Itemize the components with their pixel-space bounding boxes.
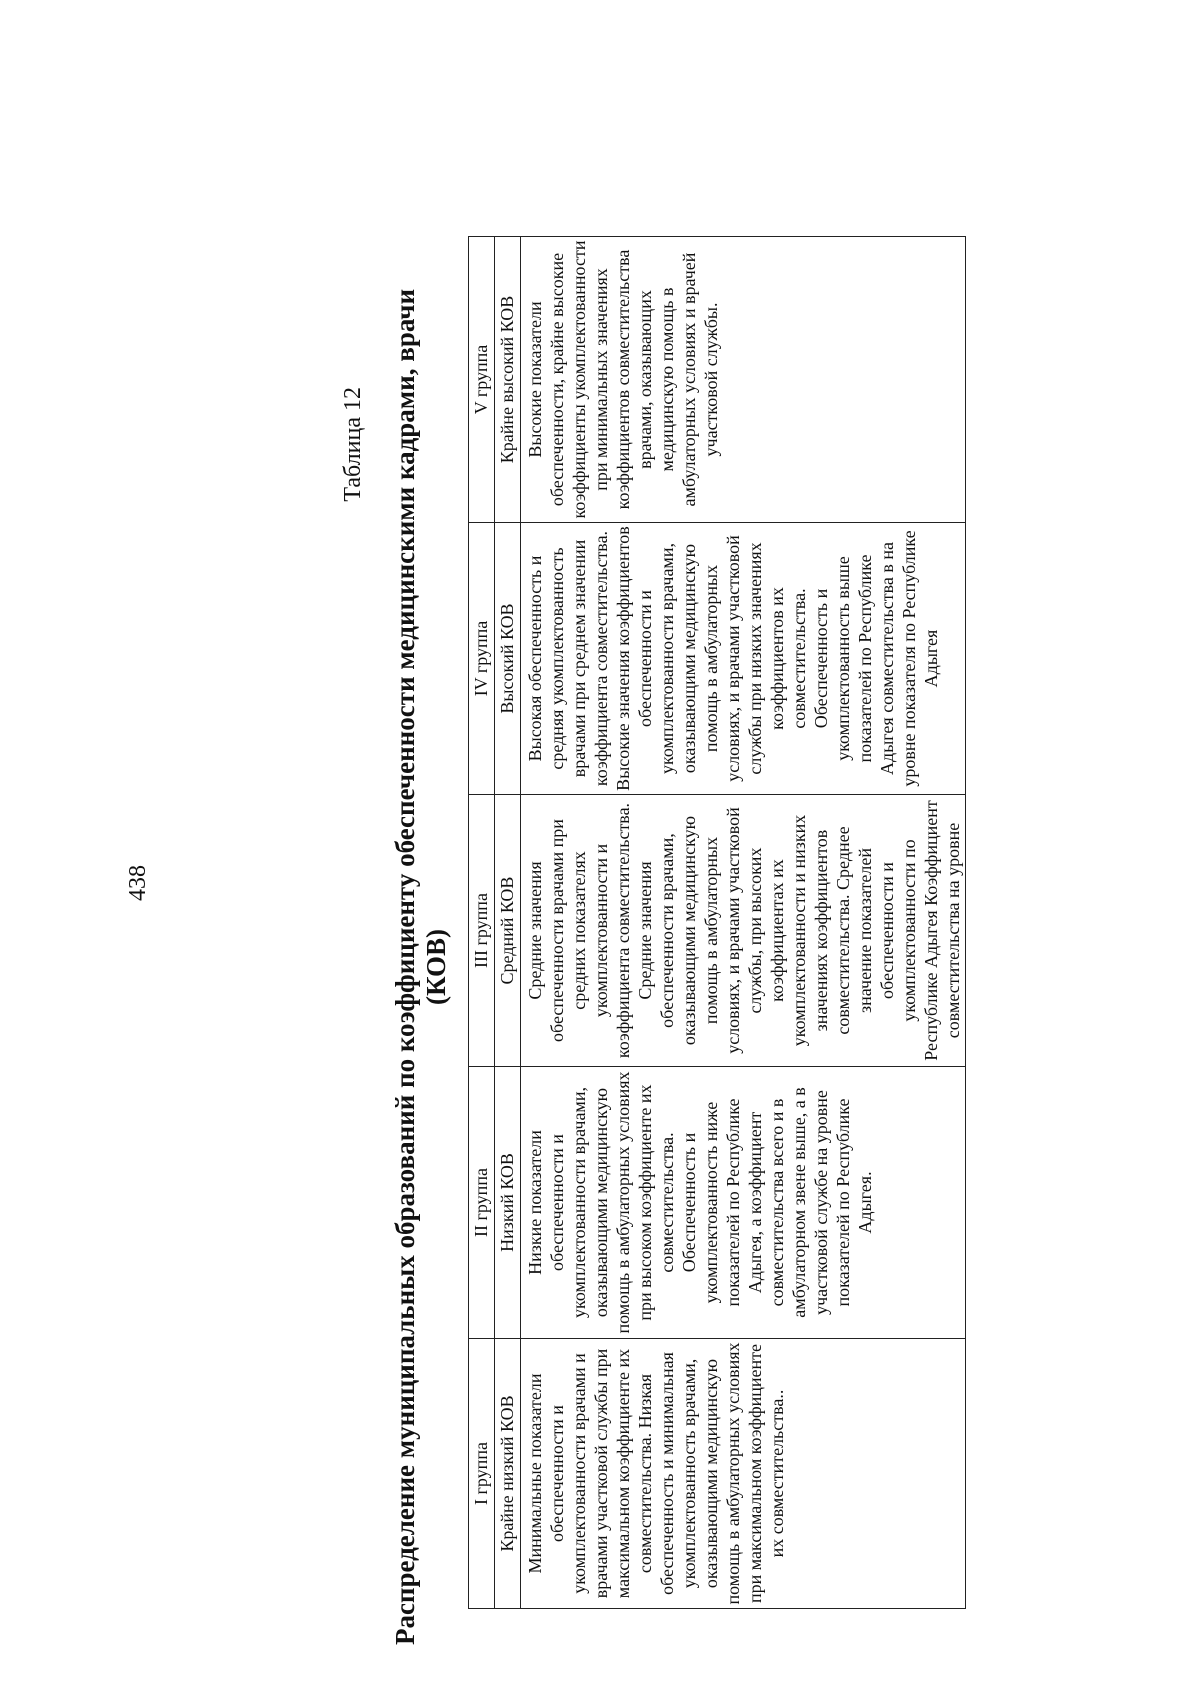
description-cell: [521, 237, 966, 523]
group-header-cell: V группа: [469, 237, 495, 523]
description-row: [521, 237, 966, 1609]
document-title: Распределение муниципальных образований по коэффициенту обеспеченности медицинскими кадрами, врачи (КОВ): [390, 288, 451, 1646]
description-text: Высокие показатели обеспеченности, крайне высокие коэффициенты укомплектованности при минимальных значениях коэффициентов совместительства врачами, оказывающих медицинскую помощь в амбулаторных условиях и врачей участковой службы.: [525, 240, 721, 519]
description-cell: [521, 1339, 966, 1609]
group-header-cell: II группа: [469, 1067, 495, 1339]
group-header-cell: I группа: [469, 1339, 495, 1609]
description-cell: [521, 1067, 966, 1339]
level-header-cell: Низкий КОВ: [495, 1067, 521, 1339]
description-cell: [521, 795, 966, 1067]
level-header-cell: Крайне низкий КОВ: [495, 1339, 521, 1609]
groups-table: [468, 236, 966, 1609]
level-header-cell: Крайне высокий КОВ: [495, 237, 521, 523]
table-caption: Таблица 12: [340, 387, 366, 502]
level-header-row: [495, 237, 521, 1609]
level-header-cell: Высокий КОВ: [495, 523, 521, 795]
group-header-cell: IV группа: [469, 523, 495, 795]
description-cell: [521, 523, 966, 795]
description-text: Высокая обеспеченность и средняя укомплектованность врачами при среднем значении коэффициента совместительства. Высокие значения коэффициентов обеспеченности и укомплектованности врачами, оказывающими медицинскую помощь в амбулаторных условиях, и врачами участковой службы при низких значениях коэффициентов их совместительства. Обеспеченность и укомплектованность выше показателей по Республике Адыгея совместительства в на уровне показателя по Республике Адыгея: [525, 526, 941, 791]
description-text: Низкие показатели обеспеченности и укомплектованности врачами, оказывающими медицинскую помощь в амбулаторных условиях при высоком коэффициенте их совместительства. Обеспеченность и укомплектованность ниже показателей по Республике Адыгея, а коэффициент совместительства всего и в амбулаторном звене выше, а в участковой службе на уровне показателей по Республике Адыгея.: [525, 1071, 875, 1334]
description-text: Минимальные показатели обеспеченности и укомплектованности врачами и врачами участковой службы при максимальном коэффициенте их совместительства. Низкая обеспеченность и минимальная укомплектованность врачами, оказывающими медицинскую помощь в амбулаторных условиях при максимальном коэффициенте их совместительства..: [525, 1342, 787, 1605]
page-number: 438: [125, 865, 151, 901]
group-header-row: [469, 237, 495, 1609]
description-text: Средние значения обеспеченности врачами при средних показателях укомплектованности и коэффициента совместительства. Средние значения обеспеченности врачами, оказывающими медицинскую помощь в амбулаторных условиях, и врачами участковой службы, при высоких коэффициентах их укомплектованности и низких значениях коэффициентов совместительства. Среднее значение показателей обеспеченности и укомплектованности по Республике Адыгея Коэффициент совместительства на уровне: [525, 800, 963, 1061]
rotated-page-content: [0, 237, 1200, 1697]
group-header-cell: III группа: [469, 795, 495, 1067]
level-header-cell: Средний КОВ: [495, 795, 521, 1067]
